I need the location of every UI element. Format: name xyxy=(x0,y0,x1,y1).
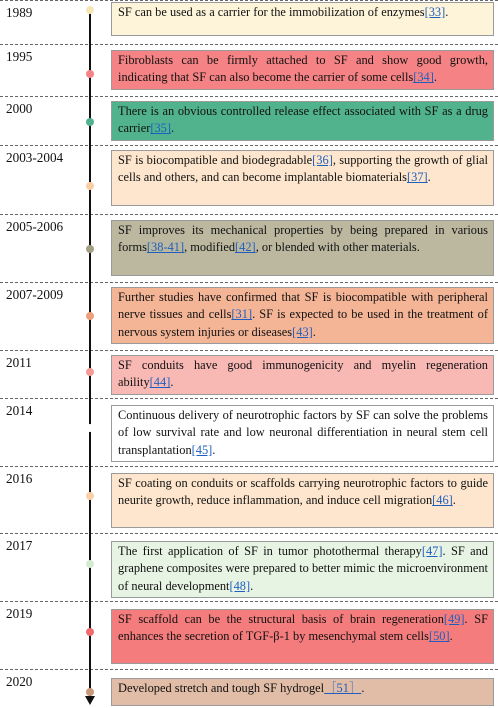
row-separator xyxy=(0,398,498,399)
row-separator xyxy=(0,96,498,97)
timeline-event-box xyxy=(111,2,494,36)
event-text: . xyxy=(427,170,431,185)
timeline-year: 2005-2006 xyxy=(6,219,64,234)
event-text: , supporting the growth of glial cells and others, and can become implantable biomaterials xyxy=(118,153,488,185)
event-text: SF coating on conduits or scaffolds carrying neurotrophic factors to guide neurite growth, reduce inflammation, and induce cell migration xyxy=(118,476,488,508)
row-separator xyxy=(0,533,498,534)
timeline-dot-icon xyxy=(86,312,94,320)
event-text: Continuous delivery of neurotrophic factors by SF can solve the problems of low survival rate and low neuronal differentiation in neural stem cell transplantation xyxy=(118,408,488,457)
timeline-event-box xyxy=(111,609,494,664)
event-text: SF improves its mechanical properties by being prepared in various forms xyxy=(118,223,488,255)
reference-link[interactable]: [42] xyxy=(235,240,256,255)
reference-link[interactable]: [44] xyxy=(149,375,171,390)
row-separator xyxy=(0,466,498,467)
timeline-year: 2016 xyxy=(6,471,33,486)
timeline-dot-icon xyxy=(86,6,94,14)
event-text: SF can be used as a carrier for the immobilization of enzymes xyxy=(118,5,425,19)
reference-link[interactable]: [50] xyxy=(428,629,450,644)
event-text: SF is biocompatible and biodegradable xyxy=(118,153,313,167)
event-text: . xyxy=(170,121,175,136)
timeline-event-box xyxy=(111,50,494,90)
event-text: . xyxy=(250,578,254,593)
reference-link[interactable]: [48] xyxy=(229,578,251,593)
reference-link[interactable]: [36] xyxy=(312,153,333,167)
reference-link[interactable]: [45] xyxy=(191,442,213,457)
event-text: The first application of SF in tumor photothermal therapy xyxy=(118,544,422,558)
timeline-arrow-icon xyxy=(85,696,95,705)
event-text: , modified xyxy=(184,240,236,255)
timeline-year: 2014 xyxy=(6,403,33,418)
timeline-dot-icon xyxy=(86,182,94,190)
row-separator xyxy=(0,214,498,215)
reference-link[interactable]: [31] xyxy=(231,307,253,322)
event-text: Further studies have confirmed that SF is biocompatible with peripheral nerve tissues and cells xyxy=(118,290,488,322)
row-separator xyxy=(0,601,498,602)
event-text: . xyxy=(170,375,174,390)
timeline-event-box xyxy=(111,101,494,141)
row-separator xyxy=(0,350,498,351)
row-separator xyxy=(0,0,498,1)
timeline-event-box xyxy=(111,355,494,395)
timeline-event-box xyxy=(111,541,494,598)
event-text: Developed stretch and tough SF hydrogel xyxy=(118,681,325,695)
timeline-year: 2007-2009 xyxy=(6,287,64,302)
timeline-year: 2003-2004 xyxy=(6,150,64,165)
timeline-dot-icon xyxy=(86,70,94,78)
timeline-dot-icon xyxy=(86,118,94,126)
timeline-dot-icon xyxy=(86,424,94,432)
timeline-year: 2019 xyxy=(6,606,33,621)
event-text: . xyxy=(312,324,316,339)
timeline-event-box xyxy=(111,220,494,276)
timeline-year: 1995 xyxy=(6,49,33,64)
timeline-dot-icon xyxy=(86,628,94,636)
reference-link[interactable]: ［51］ xyxy=(324,681,362,695)
reference-link[interactable]: [35] xyxy=(150,121,171,136)
reference-link[interactable]: [47] xyxy=(421,544,443,558)
row-separator xyxy=(0,282,498,283)
timeline-dot-icon xyxy=(86,560,94,568)
event-text: . xyxy=(445,5,449,19)
reference-link[interactable]: [38-41] xyxy=(146,240,185,255)
reference-link[interactable]: [49] xyxy=(443,612,465,626)
event-text: . xyxy=(212,442,216,457)
reference-link[interactable]: [33] xyxy=(424,5,446,19)
event-text: . SF enhances the secretion of TGF-β-1 by mesenchymal stem cells xyxy=(118,612,488,644)
event-text: There is an obvious controlled release effect associated with SF as a drug carrier xyxy=(118,104,488,136)
timeline-dot-icon xyxy=(86,688,94,696)
reference-link[interactable]: [46] xyxy=(432,493,453,508)
timeline-year: 2000 xyxy=(6,101,33,116)
row-separator xyxy=(0,44,498,45)
event-text: . xyxy=(361,681,365,695)
timeline-event-box xyxy=(111,405,494,462)
timeline-dot-icon xyxy=(86,492,94,500)
timeline-axis xyxy=(89,10,91,698)
timeline-event-box xyxy=(111,150,494,206)
row-separator xyxy=(0,669,498,670)
reference-link[interactable]: [43] xyxy=(292,324,313,339)
timeline-event-box xyxy=(111,473,494,528)
event-text: , or blended with other materials. xyxy=(255,240,420,255)
timeline-dot-icon xyxy=(86,368,94,376)
event-text: Fibroblasts can be firmly attached to SF and show good growth, indicating that SF can also become the carrier of some cells xyxy=(118,53,488,85)
timeline-year: 2020 xyxy=(6,674,33,689)
timeline-year: 2011 xyxy=(6,355,32,370)
event-text: . xyxy=(449,629,453,644)
timeline-event-box xyxy=(111,678,494,706)
reference-link[interactable]: [37] xyxy=(407,170,428,185)
event-text: . SF and graphene composites were prepared to better mimic the microenvironment of neural development xyxy=(118,544,488,593)
row-separator xyxy=(0,145,498,146)
event-text: . xyxy=(433,70,437,85)
timeline-year: 2017 xyxy=(6,538,33,553)
event-text: SF conduits have good immunogenicity and myelin regeneration ability xyxy=(118,358,488,390)
timeline-event-box xyxy=(111,287,494,344)
event-text: SF scaffold can be the structural basis of brain regeneration xyxy=(118,612,444,626)
reference-link[interactable]: [34] xyxy=(413,70,434,85)
timeline-dot-icon xyxy=(86,245,94,253)
event-text: . xyxy=(452,493,456,508)
event-text: . SF is expected to be used in the treatment of nervous system injuries or diseases xyxy=(118,307,489,339)
timeline-year: 1989 xyxy=(6,5,33,20)
